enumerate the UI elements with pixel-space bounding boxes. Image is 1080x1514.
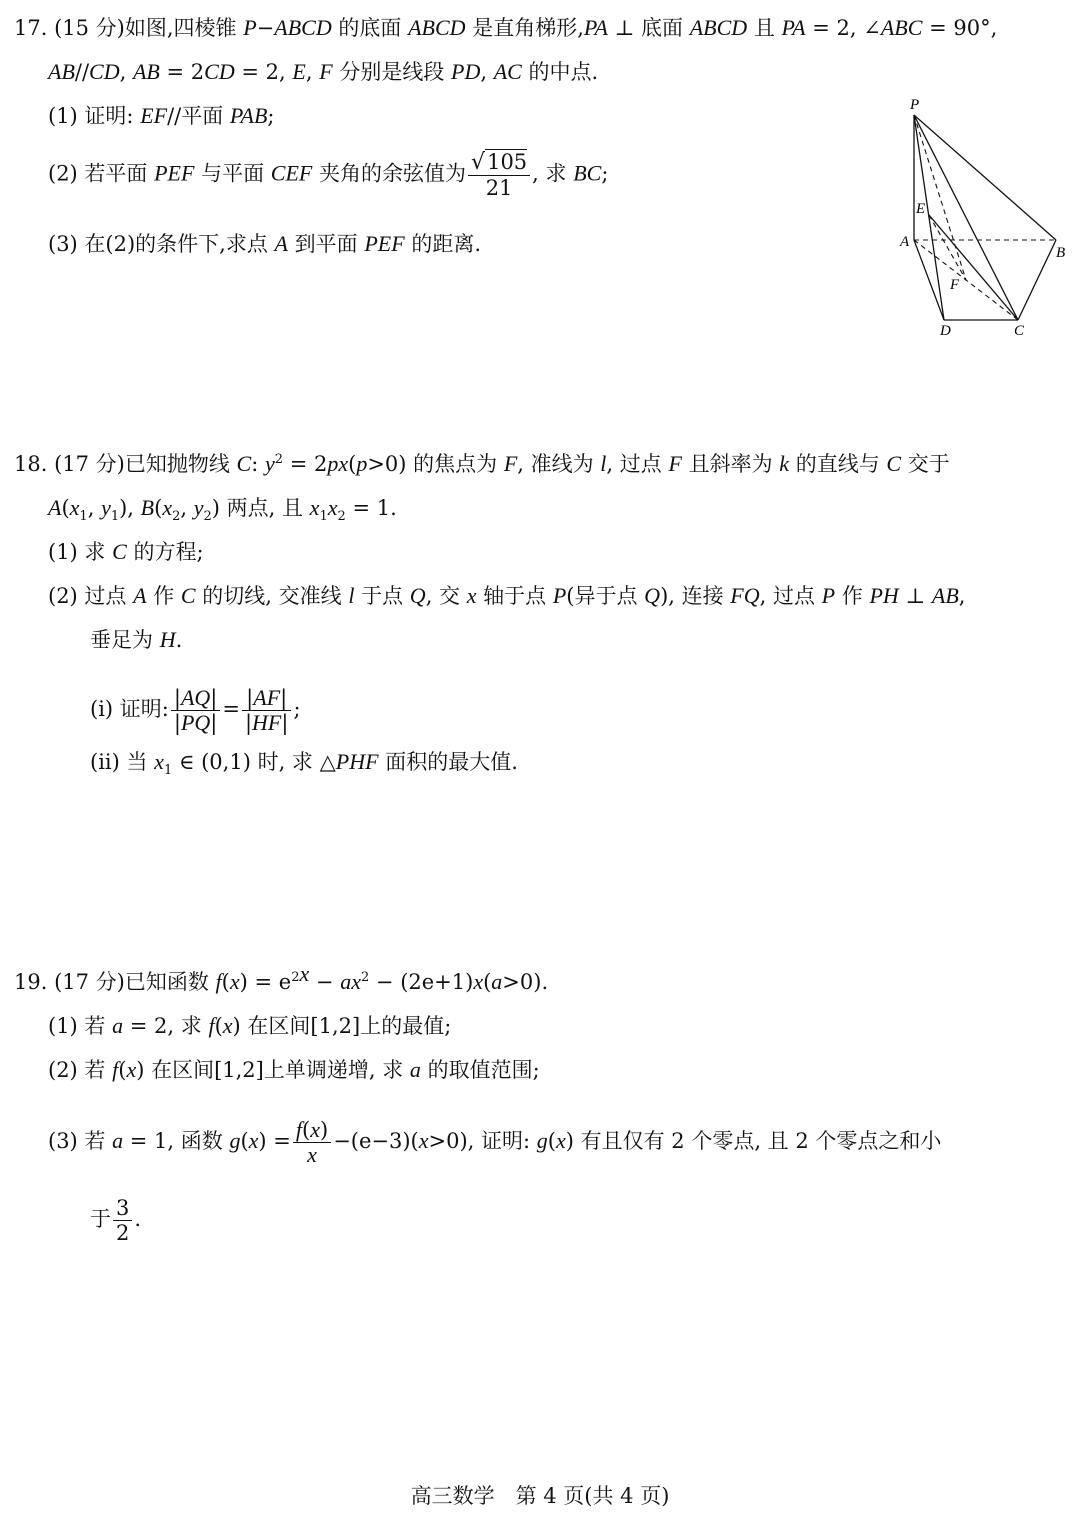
problem-18-part-1: (1) 求 C 的方程;	[48, 539, 204, 564]
label-A: A	[900, 234, 910, 250]
problem-18-stem-line1: 18. (17 分)已知抛物线 C: $y^2 = 2px(p>0)$ 的焦点为 F, 准线为 l, 过点 F 且斜率为 k 的直线与 C 交于	[14, 451, 950, 476]
label-P: P	[910, 97, 920, 113]
problem-18-part-2-i: (i) 证明: $\frac{|AQ|}{|PQ|}$ = $\frac{|AF|}{|HF|}$ ;	[90, 685, 301, 735]
label-B: B	[1056, 245, 1066, 261]
problem-19-part-3: (3) 若 a = 1, 函数 g(x) = $\frac{f(x)}{x}$ −(e−3)(x>0), 证明: g(x) 有且仅有 2 个零点, 且 2 个零点之和小	[48, 1117, 942, 1167]
problem-18-part-2-ii: (ii) 当 $x_1$ ∈ (0,1) 时, 求 △PHF 面积的最大值.	[90, 749, 518, 779]
problem-19-part-3-cont: 于 $\frac{3}{2}$ .	[90, 1196, 142, 1245]
problem-19-stem: 19. (17 分)已知函数 $f(x) = e^{2x} - ax^2 - (2e+1)x(a>0)$.	[14, 961, 549, 994]
label-D: D	[940, 323, 951, 339]
page-footer: 高三数学 第 4 页(共 4 页)	[410, 1484, 670, 1508]
problem-17-part-2: (2) 若平面 PEF 与平面 CEF 夹角的余弦值为 $\frac{√105}{21}$ , 求 BC;	[48, 150, 609, 200]
pyramid-figure	[890, 95, 1080, 345]
problem-18-stem-line2: $A(x_1$, $y_1$), $B(x_2$, $y_2$) 两点, 且 $x_1x_2 = 1$.	[48, 495, 397, 525]
problem-17-part-3: (3) 在(2)的条件下,求点 A 到平面 PEF 的距离.	[48, 231, 482, 256]
problem-19-part-2: (2) 若 f(x) 在区间[1,2]上单调递增, 求 a 的取值范围;	[48, 1057, 540, 1082]
problem-17-part-1: (1) 证明: EF//平面 PAB;	[48, 103, 275, 128]
label-F: F	[950, 277, 960, 293]
label-E: E	[916, 201, 926, 217]
label-C: C	[1014, 323, 1025, 339]
problem-17-stem-line2: AB//CD, AB = 2CD = 2, E, F 分别是线段 PD, AC 的中点.	[48, 59, 599, 84]
problem-17-stem-line1: 17. (15 分)如图,四棱锥 P−ABCD 的底面 ABCD 是直角梯形,PA ⊥ 底面 ABCD 且 PA = 2, ∠ABC = 90°,	[14, 15, 998, 40]
problem-18-part-2: (2) 过点 A 作 C 的切线, 交准线 l 于点 Q, 交 x 轴于点 P(异于点 Q), 连接 FQ, 过点 P 作 PH ⊥ AB,	[48, 583, 966, 608]
cosine-fraction: $\frac{√105}{21}$	[468, 150, 530, 200]
problem-18-part-2-cont: 垂足为 H.	[90, 627, 183, 652]
problem-19-part-1: (1) 若 a = 2, 求 f(x) 在区间[1,2]上的最值;	[48, 1013, 452, 1038]
